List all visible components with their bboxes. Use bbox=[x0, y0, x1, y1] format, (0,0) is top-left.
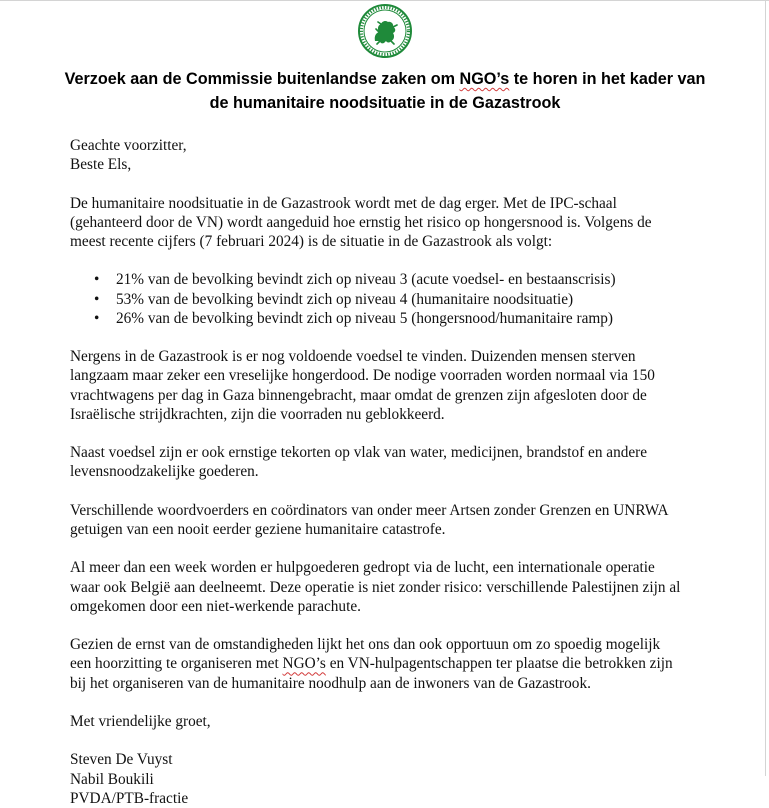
signatories bbox=[70, 750, 740, 808]
spellcheck-underlined-word: NGO’s bbox=[459, 70, 510, 88]
paragraph-other-shortages bbox=[70, 443, 740, 481]
spellcheck-underlined-word: NGO’s bbox=[282, 655, 326, 673]
paragraph-line: omgekomen door een niet-werkende parachute. bbox=[70, 597, 361, 615]
page-top-border bbox=[0, 0, 769, 1]
paragraph-line: getuigen van een nooit eerder geziene humanitaire catastrofe. bbox=[70, 520, 446, 538]
paragraph-line: Verschillende woordvoerders en coördinators van onder meer Artsen zonder Grenzen en UNRWA bbox=[70, 501, 669, 519]
closing-line: Met vriendelijke groet, bbox=[70, 712, 211, 730]
paragraph-line: bij het organiseren van de humanitaire noodhulp aan de inwoners van de Gazastrook. bbox=[70, 674, 591, 692]
paragraph-line: Israëlische strijdkrachten, zijn die voorraden nu geblokkeerd. bbox=[70, 405, 445, 423]
page-right-border bbox=[765, 0, 766, 776]
paragraph-line: Al meer dan een week worden er hulpgoederen gedropt via de lucht, een internationale operatie bbox=[70, 559, 655, 577]
list-item: • 21% van de bevolking bevindt zich op niveau 3 (acute voedsel- en bestaanscrisis) bbox=[94, 271, 616, 289]
paragraph-line: De humanitaire noodsituatie in de Gazastrook wordt met de dag erger. Met de IPC-schaal bbox=[70, 194, 617, 212]
signatory-name: Steven De Vuyst bbox=[70, 751, 173, 769]
paragraph-line: Nergens in de Gazastrook is er nog voldoende voedsel te vinden. Duizenden mensen sterven bbox=[70, 348, 636, 366]
list-item: • 53% van de bevolking bevindt zich op niveau 4 (humanitaire noodsituatie) bbox=[94, 290, 574, 308]
paragraph-line: (gehanteerd door de VN) wordt aangeduid hoe ernstig het risico op hongersnood is. Volgens de bbox=[70, 213, 652, 231]
paragraph-food-shortage bbox=[70, 347, 740, 424]
letter-body bbox=[70, 136, 740, 808]
ipc-bullet-list bbox=[70, 270, 740, 328]
paragraph-request bbox=[70, 635, 740, 693]
paragraph-line: meest recente cijfers (7 februari 2024) is de situatie in de Gazastrook als volgt: bbox=[70, 233, 553, 250]
paragraph-line: Gezien de ernst van de omstandigheden lijkt het ons dan ook opportuun om zo spoedig mogelijk bbox=[70, 636, 661, 654]
paragraph-intro bbox=[70, 194, 740, 252]
paragraph-line: vrachtwagens per dag in Gaza binnengebracht, maar omdat de grenzen zijn afgesloten door de bbox=[70, 386, 647, 404]
bullet-icon: • bbox=[94, 271, 100, 289]
paragraph-airdrops bbox=[70, 558, 740, 616]
document-title bbox=[40, 67, 730, 115]
list-item: • 26% van de bevolking bevindt zich op niveau 5 (hongersnood/humanitaire ramp) bbox=[94, 309, 614, 327]
bullet-icon: • bbox=[94, 309, 100, 327]
signatory-group: PVDA/PTB-fractie bbox=[70, 789, 189, 807]
salutation bbox=[70, 136, 740, 174]
salutation-line: Geachte voorzitter, bbox=[70, 137, 187, 154]
paragraph-line: Naast voedsel zijn er ook ernstige tekorten op vlak van water, medicijnen, brandstof en andere bbox=[70, 444, 648, 462]
paragraph-line: levensnoodzakelijke goederen. bbox=[70, 463, 259, 481]
paragraph-line: langzaam maar zeker een vreselijke hongerdood. De nodige voorraden worden normaal via 150 bbox=[70, 367, 655, 385]
closing bbox=[70, 712, 740, 731]
paragraph-line: waar ook België aan deelneemt. Deze operatie is niet zonder risico: verschillende Palestijnen zijn al bbox=[70, 578, 681, 596]
paragraph-line: een hoorzitting te organiseren met NGO’s en VN-hulpagentschappen ter plaatse die betrokken zijn bbox=[70, 655, 673, 673]
paragraph-spokespersons bbox=[70, 501, 740, 539]
lion-emblem-logo bbox=[357, 3, 413, 59]
bullet-icon: • bbox=[94, 290, 100, 308]
signatory-name: Nabil Boukili bbox=[70, 770, 154, 788]
title-line-1: Verzoek aan de Commissie buitenlandse zaken om NGO’s te horen in het kader van bbox=[64, 70, 706, 88]
title-line-2: de humanitaire noodsituatie in de Gazastrook bbox=[209, 94, 561, 112]
salutation-line: Beste Els, bbox=[70, 156, 132, 174]
